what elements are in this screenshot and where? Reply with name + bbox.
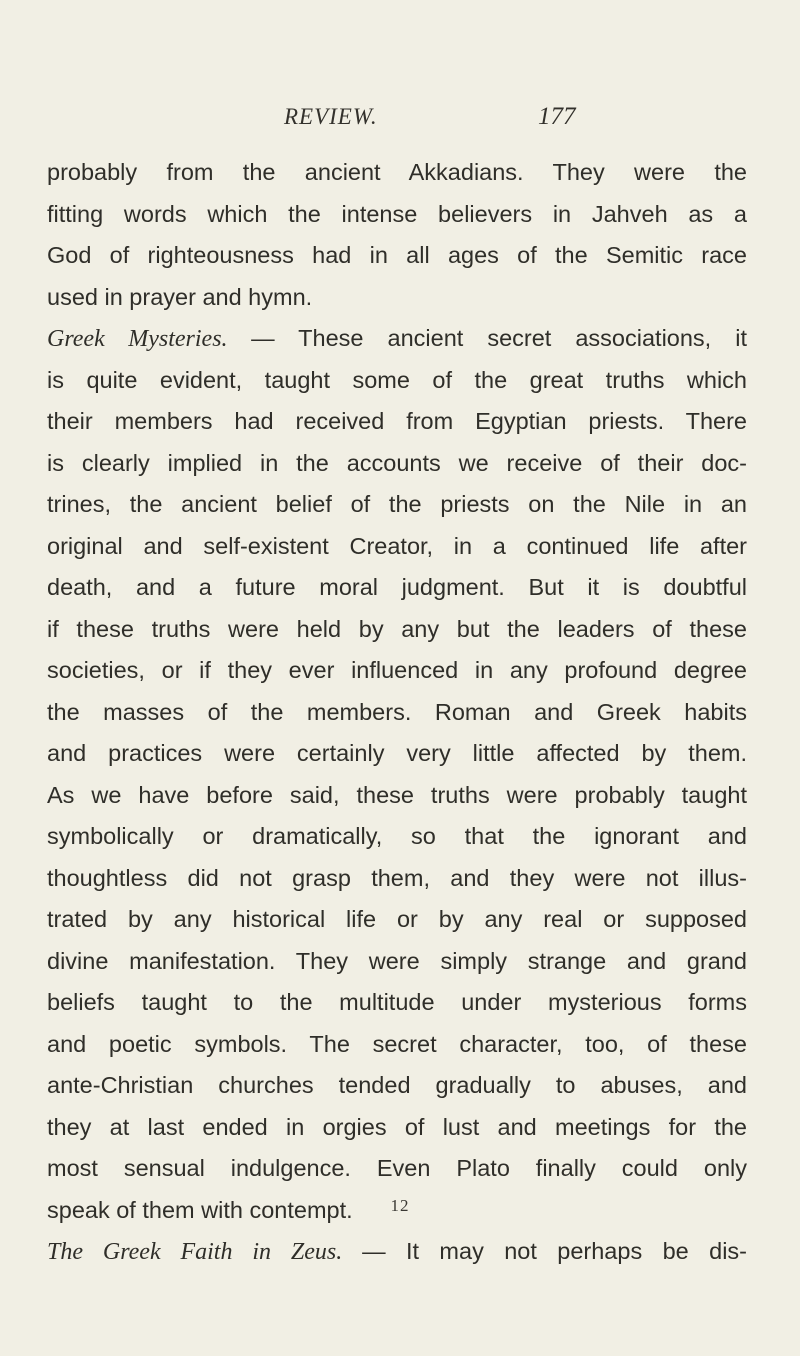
text-line: trines, the ancient belief of the priests on the Nile in an bbox=[47, 491, 747, 517]
text-line: fitting words which the intense believers in Jahveh as a bbox=[47, 200, 747, 227]
text-line: their members had received from Egyptian priests. There bbox=[47, 408, 747, 434]
text-line: trated by any historical life or by any real or supposed bbox=[47, 906, 747, 932]
text-line: beliefs taught to the multitude under mysterious forms bbox=[47, 989, 747, 1015]
text-line: they at last ended in orgies of lust and meetings for the bbox=[47, 1113, 747, 1140]
text-line: speak of them with contempt. bbox=[47, 1196, 353, 1223]
text-line: death, and a future moral judgment. But it is doubtful bbox=[47, 574, 747, 600]
text-line: original and self-existent Creator, in a continued life after bbox=[47, 532, 747, 559]
section-heading-greek-mysteries: Greek Mysteries. bbox=[47, 326, 252, 352]
text-line: thoughtless did not grasp them, and they were not illus- bbox=[47, 864, 747, 891]
signature-mark: 12 bbox=[390, 1196, 410, 1215]
text-line: ante-Christian churches tended gradually to abuses, and bbox=[47, 1072, 747, 1098]
section-heading-greek-faith-in-zeus: The Greek Faith in Zeus. bbox=[47, 1239, 363, 1265]
page-number: 177 bbox=[538, 103, 576, 130]
text-line: symbolically or dramatically, so that the ignorant and bbox=[47, 823, 747, 849]
text-line: societies, or if they ever influenced in any profound degree bbox=[47, 657, 747, 683]
section-heading-line bbox=[47, 1231, 747, 1273]
text-line: and practices were certainly very little affected by them. bbox=[47, 740, 747, 766]
body-text bbox=[47, 152, 747, 1273]
running-head-title: REVIEW. bbox=[284, 104, 378, 129]
text-line: if these truths were held by any but the leaders of these bbox=[47, 615, 747, 642]
text-line: probably from the ancient Akkadians. They were the bbox=[47, 159, 747, 185]
text-line: most sensual indulgence. Even Plato finally could only bbox=[47, 1155, 747, 1181]
section-heading-line bbox=[47, 318, 747, 360]
text-line: and poetic symbols. The secret character, too, of these bbox=[47, 1030, 747, 1057]
text-line: God of righteousness had in all ages of the Semitic race bbox=[47, 242, 747, 268]
section-heading-line-rest: — It may not perhaps be dis- bbox=[362, 1238, 747, 1264]
text-line: is quite evident, taught some of the great truths which bbox=[47, 366, 747, 393]
running-head bbox=[0, 104, 800, 144]
text-line: used in prayer and hymn. bbox=[47, 283, 313, 310]
section-heading-line-rest: — These ancient secret associations, it bbox=[251, 325, 748, 351]
text-line: is clearly implied in the accounts we receive of their doc- bbox=[47, 449, 747, 476]
text-line: divine manifestation. They were simply strange and grand bbox=[47, 947, 747, 974]
text-line: the masses of the members. Roman and Greek habits bbox=[47, 698, 747, 725]
text-line: As we have before said, these truths were probably taught bbox=[47, 781, 747, 808]
